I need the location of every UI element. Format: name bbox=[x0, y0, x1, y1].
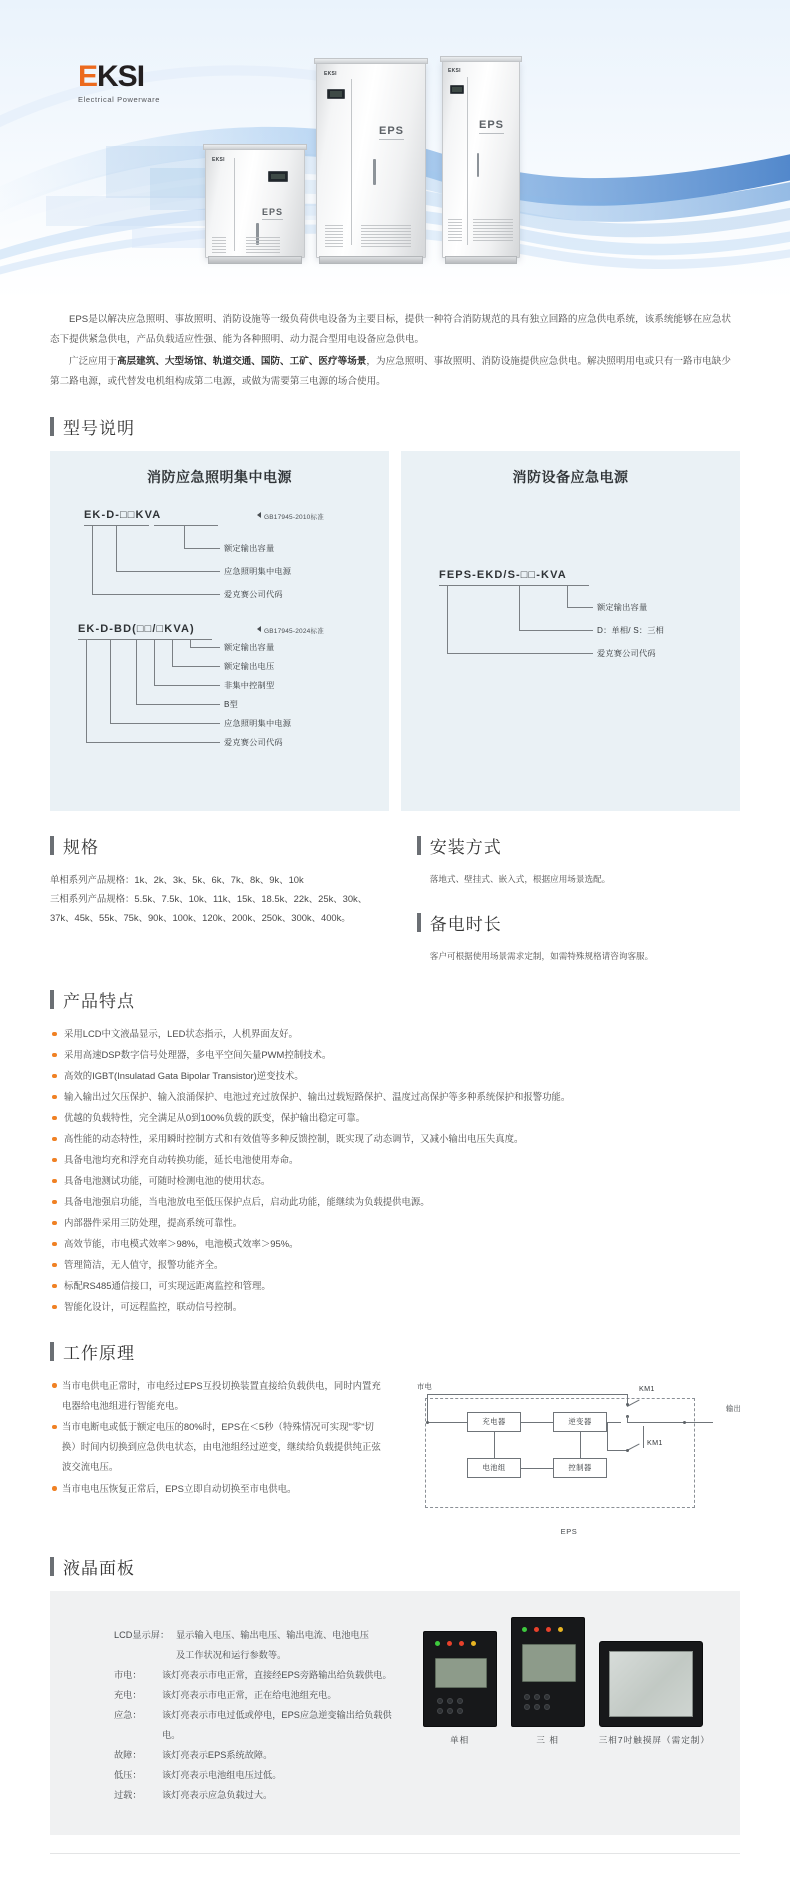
intro-paragraphs bbox=[0, 300, 790, 392]
led-emergency bbox=[459, 1641, 464, 1646]
panel-button[interactable] bbox=[524, 1704, 530, 1710]
section-title-spec-text: 规格 bbox=[63, 838, 99, 857]
title-accent-bar bbox=[50, 417, 54, 436]
lcd-row bbox=[114, 1685, 407, 1705]
logo-tagline: Electrical Powerware bbox=[78, 95, 161, 104]
product-cabinet-small bbox=[205, 148, 305, 258]
panel-led-group bbox=[522, 1627, 563, 1632]
lcd-row-value: 该灯亮表示市电过低或停电，EPS应急逆变输出给负载供电。 bbox=[162, 1709, 392, 1740]
intro-p2-prefix: 广泛应用于 bbox=[69, 356, 117, 367]
led-charge bbox=[447, 1641, 452, 1646]
cabinet-eps-label: EPS bbox=[379, 125, 404, 140]
led-fault bbox=[558, 1627, 563, 1632]
model-label: 应急照明集中电源 bbox=[224, 719, 292, 728]
title-accent-bar bbox=[417, 836, 421, 855]
panel-button-group[interactable] bbox=[437, 1698, 463, 1714]
lcd-row-key: LCD显示屏： bbox=[114, 1629, 170, 1640]
model-diagrams-row bbox=[50, 451, 740, 811]
feature-item: 内部器件采用三防处理，提高系统可靠性。 bbox=[50, 1213, 740, 1233]
lcd-row-value: 该灯亮表示市电正常，正在给电池组充电。 bbox=[162, 1689, 337, 1700]
model-box-feps-title: 消防设备应急电源 bbox=[512, 469, 629, 485]
lcd-row-key: 故障： bbox=[114, 1749, 142, 1760]
section-title-backup bbox=[417, 910, 740, 935]
intro-p2-suffix: ，为应急照明、事故照明、消防设施提供应急供电。解决照明用电或只有一路市电缺少第二路电源，或代替发电机组构成第二电源，或做为需要第三电源的场合使用。 bbox=[50, 356, 731, 387]
feature-item: 高效节能，市电模式效率＞98%，电池模式效率＞95%。 bbox=[50, 1234, 740, 1254]
model-code-feps: FEPS-EKD/S-□□-KVA bbox=[439, 569, 567, 581]
lcd-row-value: 该灯亮表示市电正常，直接经EPS旁路输出给负载供电。 bbox=[162, 1669, 392, 1680]
install-text: 落地式、壁挂式、嵌入式，根据应用场景选配。 bbox=[429, 874, 611, 884]
led-mains bbox=[435, 1641, 440, 1646]
spec-column bbox=[50, 811, 409, 965]
lcd-row bbox=[114, 1765, 407, 1785]
product-cabinet-tall-mid bbox=[316, 62, 426, 258]
panel-button-group[interactable] bbox=[524, 1694, 550, 1710]
principle-list bbox=[50, 1376, 385, 1499]
title-accent-bar bbox=[417, 913, 421, 932]
feature-item: 具备电池强启功能，当电池放电至低压保护点后，启动此功能，能继续为负载提供电源。 bbox=[50, 1192, 740, 1212]
feature-item: 智能化设计，可远程监控，联动信号控制。 bbox=[50, 1297, 740, 1317]
logo-accent-letter: E bbox=[78, 60, 98, 93]
spec-line-three-phase: 三相系列产品规格：5.5k、7.5k、10k、11k、15k、18.5k、22k、25k、30k、37k、45k、55k、75k、90k、100k、120k、200k、250k、300k、400k。 bbox=[50, 893, 368, 923]
logo-wordmark bbox=[78, 62, 160, 92]
panel-button[interactable] bbox=[457, 1708, 463, 1714]
lcd-row-key: 低压： bbox=[114, 1769, 142, 1780]
led-charge bbox=[534, 1627, 539, 1632]
lcd-row bbox=[114, 1645, 407, 1665]
spec-line-single-phase: 单相系列产品规格：1k、2k、3k、5k、6k、7k、8k、9k、10k bbox=[50, 874, 304, 885]
feature-item: 具备电池均充和浮充自动转换功能，延长电池使用寿命。 bbox=[50, 1150, 740, 1170]
panel-caption: 三 相 bbox=[536, 1734, 559, 1745]
model-label: 爱克赛公司代码 bbox=[224, 738, 283, 747]
feature-item: 优越的负载特性，完全满足从0到100%负载的跃变，保护输出稳定可靠。 bbox=[50, 1108, 740, 1128]
panel-button[interactable] bbox=[544, 1704, 550, 1710]
diagram-output-label: 输出 bbox=[726, 1403, 741, 1413]
led-emergency bbox=[546, 1627, 551, 1632]
section-title-model-text: 型号说明 bbox=[63, 419, 135, 438]
backup-text: 客户可根据使用场景需求定制，如需特殊规格请咨询客服。 bbox=[429, 951, 654, 961]
model-label: 爱克赛公司代码 bbox=[224, 590, 283, 599]
brand-logo bbox=[78, 62, 160, 104]
panel-lcd-screen bbox=[435, 1658, 487, 1688]
cabinet-brand-label: EKSI bbox=[324, 71, 337, 77]
panel-single-phase-device bbox=[423, 1631, 497, 1727]
lcd-row-key: 过载： bbox=[114, 1789, 142, 1800]
title-accent-bar bbox=[50, 1557, 54, 1576]
feature-item: 采用高速DSP数字信号处理器，多电平空间矢量PWM控制技术。 bbox=[50, 1045, 740, 1065]
cabinet-eps-label: EPS bbox=[479, 119, 504, 134]
panel-button[interactable] bbox=[534, 1704, 540, 1710]
model-tree-ekdbd bbox=[64, 623, 375, 791]
intro-p2-highlight: 高层建筑、大型场馆、轨道交通、国防、工矿、医疗等场景 bbox=[116, 356, 367, 367]
panel-images bbox=[423, 1617, 714, 1746]
model-code-ekdbd: EK-D-BD(□□/□KVA) bbox=[78, 623, 195, 635]
feature-item: 具备电池测试功能，可随时检测电池的使用状态。 bbox=[50, 1171, 740, 1191]
principle-row bbox=[50, 1376, 741, 1536]
lcd-row bbox=[114, 1745, 407, 1765]
model-label: 非集中控制型 bbox=[224, 681, 275, 690]
panel-three-phase-device bbox=[511, 1617, 585, 1727]
intro-paragraph-1: EPS是以解决应急照明、事故照明、消防设施等一级负荷供电设备为主要目标，提供一种符合消防规范的具有独立回路的应急供电系统，该系统能够在应急状态下提供紧急供电，产品负载适应性强、能为各种照明、动力混合型用电设备应急供电。 bbox=[50, 314, 731, 345]
model-label: 额定输出容量 bbox=[224, 643, 275, 652]
section-title-features bbox=[50, 987, 740, 1012]
feature-item: 高性能的动态特性，采用瞬时控制方式和有效值等多种反馈控制，既实现了动态调节，又减小输出电压失真度。 bbox=[50, 1129, 740, 1149]
model-label: 额定输出容量 bbox=[597, 603, 648, 612]
eps-block-diagram bbox=[399, 1381, 741, 1536]
lcd-row bbox=[114, 1665, 407, 1685]
principle-diagram-wrap bbox=[385, 1376, 741, 1536]
section-title-model bbox=[50, 414, 740, 439]
feature-item: 标配RS485通信接口，可实现远距离监控和管理。 bbox=[50, 1276, 740, 1296]
panel-button[interactable] bbox=[534, 1694, 540, 1700]
diagram-block-charger: 充电器 bbox=[467, 1412, 521, 1432]
section-title-features-text: 产品特点 bbox=[63, 992, 135, 1011]
principle-item: 当市电电压恢复正常后，EPS立即自动切换至市电供电。 bbox=[50, 1479, 385, 1499]
lcd-row-key: 应急： bbox=[114, 1709, 142, 1720]
model-label: D：单相/ S：三相 bbox=[597, 626, 665, 635]
panel-button[interactable] bbox=[447, 1708, 453, 1714]
section-title-install bbox=[417, 833, 740, 858]
panel-button[interactable] bbox=[437, 1698, 443, 1704]
model-standard-2024: GB17945-2024标准 bbox=[257, 626, 324, 635]
intro-paragraph-2 bbox=[50, 352, 740, 392]
lcd-row bbox=[114, 1705, 407, 1745]
feature-item: 采用LCD中文液晶显示，LED状态指示，人机界面友好。 bbox=[50, 1024, 740, 1044]
model-label: B型 bbox=[224, 700, 239, 709]
section-title-backup-text: 备电时长 bbox=[429, 915, 502, 934]
section-title-lcd bbox=[50, 1554, 740, 1579]
lcd-description-list bbox=[76, 1617, 407, 1805]
panel-single-phase bbox=[423, 1631, 497, 1746]
principle-item: 当市电供电正常时，市电经过EPS互投切换装置直接给负载供电，同时内置充电器给电池组进行智能充电。 bbox=[50, 1376, 385, 1416]
diagram-input-label: 市电 bbox=[417, 1381, 432, 1391]
model-code-ekd: EK-D-□□KVA bbox=[84, 509, 162, 521]
title-accent-bar bbox=[50, 1342, 54, 1361]
panel-button[interactable] bbox=[524, 1694, 530, 1700]
section-title-install-text: 安装方式 bbox=[429, 838, 502, 857]
diagram-relay-label-2: KM1 bbox=[647, 1437, 663, 1447]
diagram-caption: EPS bbox=[560, 1526, 578, 1536]
lcd-row-value: 该灯亮表示EPS系统故障。 bbox=[162, 1749, 273, 1760]
product-cabinet-tall-right bbox=[442, 60, 520, 258]
led-fault bbox=[471, 1641, 476, 1646]
section-title-spec bbox=[50, 833, 385, 858]
panel-touchscreen bbox=[599, 1641, 710, 1746]
diagram-block-inverter: 逆变器 bbox=[553, 1412, 607, 1432]
principle-text-column bbox=[50, 1376, 385, 1501]
touchscreen-glass[interactable] bbox=[609, 1651, 693, 1717]
model-box-feps bbox=[401, 451, 740, 811]
model-label: 额定输出电压 bbox=[224, 662, 275, 671]
hero-banner bbox=[0, 0, 790, 300]
lcd-row bbox=[114, 1625, 407, 1645]
lcd-row-value: 该灯亮表示电池组电压过低。 bbox=[162, 1769, 282, 1780]
section-title-lcd-text: 液晶面板 bbox=[63, 1558, 135, 1578]
lcd-row-value: 显示输入电压、输出电压、输出电流、电池电压 bbox=[176, 1629, 369, 1640]
model-box-lighting-title: 消防应急照明集中电源 bbox=[147, 469, 292, 485]
panel-touchscreen-device[interactable] bbox=[599, 1641, 703, 1727]
model-label: 应急照明集中电源 bbox=[224, 567, 292, 576]
principle-item: 当市电断电或低于额定电压的80%时，EPS在＜5秒（特殊情况可实现"零"切换）时间内切换到应急供电状态，由电池组经过逆变，继续给负载提供纯正弦波交流电压。 bbox=[50, 1417, 385, 1477]
model-tree-feps bbox=[415, 569, 726, 719]
model-label: 爱克赛公司代码 bbox=[597, 649, 656, 658]
lcd-row bbox=[114, 1785, 407, 1805]
model-label: 额定输出容量 bbox=[224, 544, 275, 553]
section-title-principle bbox=[50, 1339, 740, 1364]
feature-item: 管理简洁，无人值守，报警功能齐全。 bbox=[50, 1255, 740, 1275]
panel-button[interactable] bbox=[457, 1698, 463, 1704]
title-accent-bar bbox=[50, 990, 54, 1009]
spec-install-row bbox=[50, 811, 740, 965]
cabinet-eps-label: EPS bbox=[262, 207, 283, 220]
logo-rest-letters: KSI bbox=[97, 60, 145, 93]
lcd-panel-section bbox=[50, 1591, 740, 1835]
diagram-block-controller: 控制器 bbox=[553, 1458, 607, 1478]
panel-three-phase bbox=[511, 1617, 585, 1746]
section-title-principle-text: 工作原理 bbox=[63, 1343, 135, 1363]
panel-led-group bbox=[435, 1641, 476, 1646]
lcd-row-key: 充电： bbox=[114, 1689, 142, 1700]
lcd-row-value: 及工作状况和运行参数等。 bbox=[176, 1649, 287, 1660]
panel-lcd-screen bbox=[522, 1644, 576, 1682]
diagram-block-battery: 电池组 bbox=[467, 1458, 521, 1478]
panel-button[interactable] bbox=[447, 1698, 453, 1704]
panel-caption: 单相 bbox=[450, 1734, 470, 1745]
model-tree-ekd bbox=[64, 509, 375, 615]
led-mains bbox=[522, 1627, 527, 1632]
feature-item: 高效的IGBT(Insulatad Gata Bipolar Transistor)逆变技术。 bbox=[50, 1066, 740, 1086]
panel-button[interactable] bbox=[544, 1694, 550, 1700]
model-box-lighting bbox=[50, 451, 389, 811]
cabinet-brand-label: EKSI bbox=[448, 68, 461, 74]
lcd-row-value: 该灯亮表示应急负载过大。 bbox=[162, 1789, 273, 1800]
lcd-row-key: 市电： bbox=[114, 1669, 142, 1680]
panel-button[interactable] bbox=[437, 1708, 443, 1714]
model-standard-2010: GB17945-2010标准 bbox=[257, 512, 324, 521]
feature-item: 输入输出过欠压保护、输入浪涌保护、电池过充过放保护、输出过载短路保护、温度过高保护等多种系统保护和报警功能。 bbox=[50, 1087, 740, 1107]
bottom-spacer bbox=[0, 1854, 790, 1876]
feature-list bbox=[50, 1024, 740, 1317]
title-accent-bar bbox=[50, 836, 54, 855]
install-backup-column bbox=[409, 811, 740, 965]
panel-caption: 三相7吋触摸屏（需定制） bbox=[598, 1734, 710, 1745]
cabinet-brand-label: EKSI bbox=[212, 157, 225, 163]
diagram-relay-label-1: KM1 bbox=[639, 1383, 655, 1393]
